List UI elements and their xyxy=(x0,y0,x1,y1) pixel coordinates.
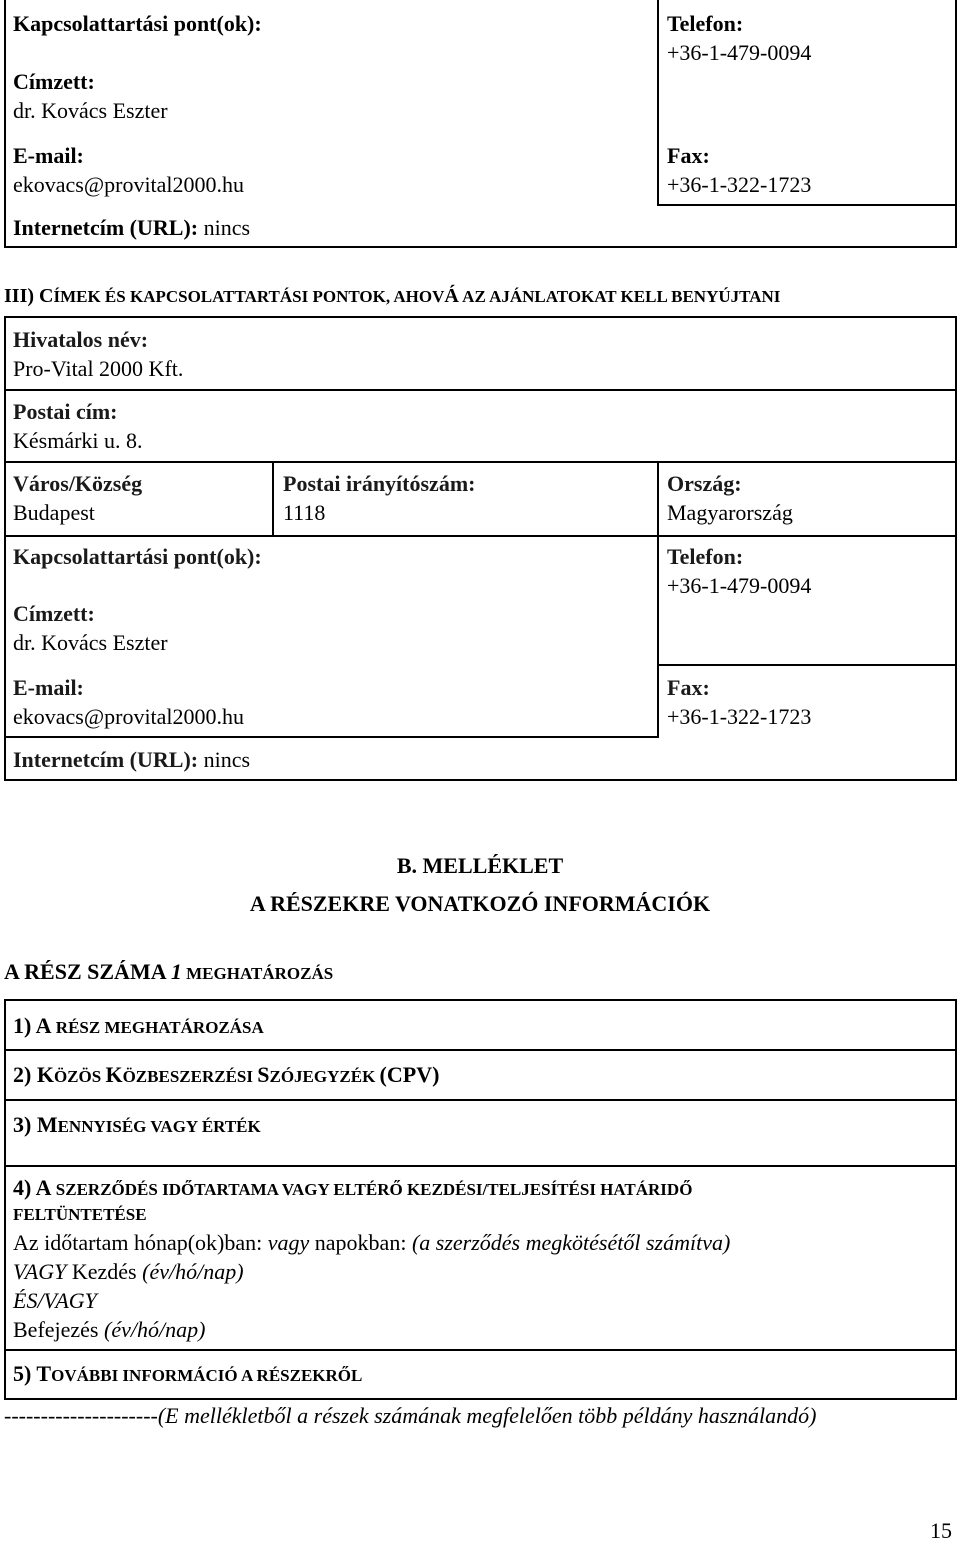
city-label: Város/Község xyxy=(13,471,143,496)
part-number-heading: A RÉSZ SZÁMA 1 MEGHATÁROZÁS xyxy=(4,959,334,984)
annex-row-1 xyxy=(4,1049,957,1051)
top-phone-label: Telefon: xyxy=(667,11,744,36)
url-line xyxy=(13,746,250,775)
col-line-country xyxy=(657,461,659,737)
row-line-contact-right xyxy=(657,664,957,666)
postal-address-value: Késmárki u. 8. xyxy=(13,428,143,453)
col-line-city xyxy=(272,461,274,536)
postal-address-label: Postai cím: xyxy=(13,399,118,424)
item-2: 2) KÖZÖS KÖZBESZERZÉSI SZÓJEGYZÉK (CPV) xyxy=(13,1062,440,1087)
page-number: 15 xyxy=(930,1518,952,1543)
section-3-heading: III) CÍMEK ÉS KAPCSOLATTARTÁSI PONTOK, AHOVÁ AZ AJÁNLATOKAT KELL BENYÚJTANI xyxy=(4,285,781,307)
top-phone-value: +36-1-479-0094 xyxy=(667,40,812,65)
annex-row-2 xyxy=(4,1099,957,1101)
top-table-hline xyxy=(657,204,957,206)
zip-value: 1118 xyxy=(283,500,326,525)
item-4: 4) A SZERZŐDÉS IDŐTARTAMA VAGY ELTÉRŐ KEZDÉSI/TELJESÍTÉSI HATÁRIDŐ xyxy=(13,1175,693,1200)
item-5: 5) TOVÁBBI INFORMÁCIÓ A RÉSZEKRŐL xyxy=(13,1361,363,1386)
url-value: nincs xyxy=(203,747,251,772)
annex-title: B. MELLÉKLET xyxy=(396,853,564,878)
top-email-label: E-mail: xyxy=(13,143,84,168)
annex-subtitle: A RÉSZEKRE VONATKOZÓ INFORMÁCIÓK xyxy=(249,891,711,916)
email-value: ekovacs@provital2000.hu xyxy=(13,704,245,729)
top-url-value: nincs xyxy=(203,215,251,240)
top-url-line xyxy=(13,214,250,243)
to-label: Címzett: xyxy=(13,601,95,626)
item-4-continued: FELTÜNTETÉSE xyxy=(13,1205,147,1224)
item-3: 3) MENNYISÉG VAGY ÉRTÉK xyxy=(13,1112,261,1137)
phone-label: Telefon: xyxy=(667,544,744,569)
url-label: Internetcím (URL): xyxy=(13,747,199,772)
fax-label: Fax: xyxy=(667,675,710,700)
footer-dashes: --------------------- xyxy=(4,1403,158,1428)
fax-value: +36-1-322-1723 xyxy=(667,704,812,729)
annex-row-4 xyxy=(4,1349,957,1351)
duration-line: Az időtartam hónap(ok)ban: vagy napokban: (a szerződés megkötésétől számítva) xyxy=(13,1230,731,1255)
country-label: Ország: xyxy=(667,471,742,496)
top-email-value: ekovacs@provital2000.hu xyxy=(13,172,245,197)
row-line-city xyxy=(4,535,957,537)
to-value: dr. Kovács Eszter xyxy=(13,630,168,655)
row-line-url xyxy=(4,736,659,738)
row-line-name xyxy=(4,389,957,391)
top-table-divider xyxy=(657,0,659,205)
country-value: Magyarország xyxy=(667,500,793,525)
item-1: 1) A RÉSZ MEGHATÁROZÁSA xyxy=(13,1013,264,1038)
email-label: E-mail: xyxy=(13,675,84,700)
top-url-label: Internetcím (URL): xyxy=(13,215,199,240)
contact-points-label: Kapcsolattartási pont(ok): xyxy=(13,544,262,569)
city-value: Budapest xyxy=(13,500,95,525)
zip-label: Postai irányítószám: xyxy=(283,471,476,496)
official-name-value: Pro-Vital 2000 Kft. xyxy=(13,356,184,381)
row-line-address xyxy=(4,461,957,463)
official-name-label: Hivatalos név: xyxy=(13,327,149,352)
annex-footer-note xyxy=(4,1402,816,1431)
phone-value: +36-1-479-0094 xyxy=(667,573,812,598)
top-fax-label: Fax: xyxy=(667,143,710,168)
footer-note-text: (E mellékletből a részek számának megfelelően több példány használandó) xyxy=(157,1403,817,1428)
top-contact-points-label: Kapcsolattartási pont(ok): xyxy=(13,11,262,36)
top-fax-value: +36-1-322-1723 xyxy=(667,172,812,197)
start-line: VAGY Kezdés (év/hó/nap) xyxy=(13,1259,244,1284)
end-line: Befejezés (év/hó/nap) xyxy=(13,1317,206,1342)
top-to-value: dr. Kovács Eszter xyxy=(13,98,168,123)
and-or-line: ÉS/VAGY xyxy=(13,1288,97,1313)
top-to-label: Címzett: xyxy=(13,69,95,94)
annex-row-3 xyxy=(4,1165,957,1167)
